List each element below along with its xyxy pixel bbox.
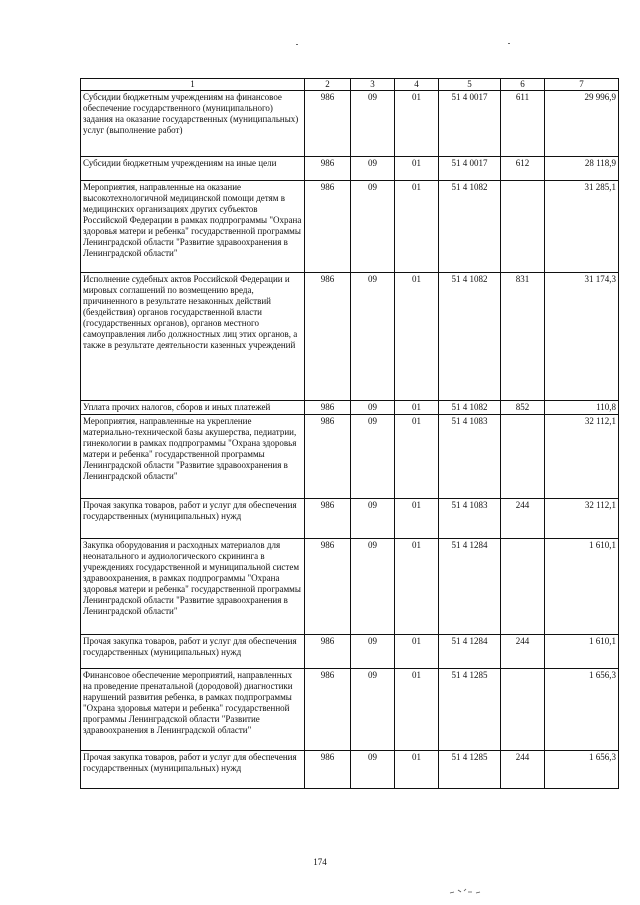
cell-target-article: 51 4 1285 — [439, 669, 501, 751]
row-name: Субсидии бюджетным учреждениям на иные цели — [81, 157, 305, 181]
scan-speck — [296, 44, 298, 45]
cell-subsection: 01 — [395, 539, 439, 635]
cell-target-article: 51 4 0017 — [439, 91, 501, 157]
cell-subsection: 01 — [395, 751, 439, 789]
cell-subsection: 01 — [395, 91, 439, 157]
cell-ministry-code: 986 — [305, 669, 351, 751]
row-name: Субсидии бюджетным учреждениям на финансовое обеспечение государственного (муниципального) задания на оказание государственных (муниципальных) услуг (выполнение работ) — [81, 91, 305, 157]
cell-expense-type — [501, 669, 545, 751]
column-header: 4 — [395, 79, 439, 91]
table-row — [81, 635, 619, 669]
table-row — [81, 273, 619, 401]
table-row — [81, 499, 619, 539]
cell-expense-type — [501, 539, 545, 635]
cell-section: 09 — [351, 401, 395, 415]
cell-section: 09 — [351, 751, 395, 789]
cell-target-article: 51 4 1082 — [439, 181, 501, 273]
handwritten-mark — [448, 886, 484, 896]
row-name: Закупка оборудования и расходных материалов для неонатального и аудиологического скрининга в учреждениях государственной и муниципальной систем здравоохранения, в рамках подпрограммы "Охрана здоровья матери и ребенка" государственной программы Ленинградской области "Развитие здравоохранения в Ленинградской области" — [81, 539, 305, 635]
cell-subsection: 01 — [395, 635, 439, 669]
row-name: Финансовое обеспечение мероприятий, направленных на проведение пренатальной (дородовой) диагностики нарушений развития ребенка, в рамках подпрограммы "Охрана здоровья матери и ребенка" государственной программы Ленинградской области "Развитие здравоохранения в Ленинградской области" — [81, 669, 305, 751]
cell-ministry-code: 986 — [305, 273, 351, 401]
cell-subsection: 01 — [395, 669, 439, 751]
cell-expense-type: 612 — [501, 157, 545, 181]
column-number-row — [81, 79, 619, 91]
cell-subsection: 01 — [395, 273, 439, 401]
row-name: Уплата прочих налогов, сборов и иных платежей — [81, 401, 305, 415]
table-row — [81, 181, 619, 273]
row-name: Прочая закупка товаров, работ и услуг для обеспечения государственных (муниципальных) нужд — [81, 635, 305, 669]
cell-subsection: 01 — [395, 415, 439, 499]
cell-target-article: 51 4 1083 — [439, 415, 501, 499]
cell-target-article: 51 4 1284 — [439, 635, 501, 669]
cell-amount: 32 112,1 — [545, 415, 619, 499]
cell-ministry-code: 986 — [305, 181, 351, 273]
cell-section: 09 — [351, 669, 395, 751]
table-row — [81, 91, 619, 157]
cell-expense-type — [501, 181, 545, 273]
cell-section: 09 — [351, 91, 395, 157]
cell-amount: 28 118,9 — [545, 157, 619, 181]
cell-subsection: 01 — [395, 499, 439, 539]
cell-ministry-code: 986 — [305, 91, 351, 157]
table-row — [81, 401, 619, 415]
cell-target-article: 51 4 1284 — [439, 539, 501, 635]
cell-amount: 110,8 — [545, 401, 619, 415]
scan-speck — [508, 43, 510, 44]
cell-ministry-code: 986 — [305, 751, 351, 789]
page-number: 174 — [313, 857, 327, 867]
cell-subsection: 01 — [395, 157, 439, 181]
cell-ministry-code: 986 — [305, 401, 351, 415]
column-header: 3 — [351, 79, 395, 91]
row-name: Мероприятия, направленные на оказание высокотехнологичной медицинской помощи детям в медицинских организациях других субъектов Российской Федерации в рамках подпрограммы "Охрана здоровья матери и ребенка" государственной программы Ленинградской области "Развитие здравоохранения в Ленинградской области" — [81, 181, 305, 273]
cell-ministry-code: 986 — [305, 499, 351, 539]
cell-section: 09 — [351, 499, 395, 539]
cell-target-article: 51 4 1285 — [439, 751, 501, 789]
cell-section: 09 — [351, 157, 395, 181]
cell-amount: 31 174,3 — [545, 273, 619, 401]
table-row — [81, 539, 619, 635]
cell-section: 09 — [351, 273, 395, 401]
cell-amount: 32 112,1 — [545, 499, 619, 539]
cell-section: 09 — [351, 181, 395, 273]
budget-table — [80, 78, 619, 789]
cell-expense-type: 244 — [501, 499, 545, 539]
cell-ministry-code: 986 — [305, 415, 351, 499]
cell-ministry-code: 986 — [305, 539, 351, 635]
cell-section: 09 — [351, 635, 395, 669]
table-row — [81, 669, 619, 751]
cell-expense-type: 244 — [501, 635, 545, 669]
cell-amount: 29 996,9 — [545, 91, 619, 157]
cell-ministry-code: 986 — [305, 157, 351, 181]
cell-target-article: 51 4 1082 — [439, 273, 501, 401]
cell-amount: 1 656,3 — [545, 669, 619, 751]
row-name: Прочая закупка товаров, работ и услуг для обеспечения государственных (муниципальных) нужд — [81, 499, 305, 539]
column-header: 5 — [439, 79, 501, 91]
cell-subsection: 01 — [395, 181, 439, 273]
cell-section: 09 — [351, 415, 395, 499]
cell-expense-type: 831 — [501, 273, 545, 401]
row-name: Прочая закупка товаров, работ и услуг для обеспечения государственных (муниципальных) нужд — [81, 751, 305, 789]
row-name: Исполнение судебных актов Российской Федерации и мировых соглашений по возмещению вреда, причиненного в результате незаконных действий (бездействия) органов государственной власти (государственных органов), органов местного самоуправления либо должностных лиц этих органов, а также в результате деятельности казенных учреждений — [81, 273, 305, 401]
column-header: 7 — [545, 79, 619, 91]
cell-ministry-code: 986 — [305, 635, 351, 669]
cell-amount: 1 610,1 — [545, 635, 619, 669]
column-header: 2 — [305, 79, 351, 91]
cell-target-article: 51 4 1082 — [439, 401, 501, 415]
cell-subsection: 01 — [395, 401, 439, 415]
cell-amount: 31 285,1 — [545, 181, 619, 273]
table-row — [81, 751, 619, 789]
cell-target-article: 51 4 1083 — [439, 499, 501, 539]
cell-amount: 1 610,1 — [545, 539, 619, 635]
table-row — [81, 415, 619, 499]
cell-expense-type: 244 — [501, 751, 545, 789]
cell-section: 09 — [351, 539, 395, 635]
column-header: 6 — [501, 79, 545, 91]
cell-amount: 1 656,3 — [545, 751, 619, 789]
cell-expense-type: 852 — [501, 401, 545, 415]
cell-target-article: 51 4 0017 — [439, 157, 501, 181]
cell-expense-type — [501, 415, 545, 499]
column-header: 1 — [81, 79, 305, 91]
row-name: Мероприятия, направленные на укрепление материально-технической базы акушерства, педиатрии, гинекологии в рамках подпрограммы "Охрана здоровья матери и ребенка" государственной программы Ленинградской области "Развитие здравоохранения в Ленинградской области" — [81, 415, 305, 499]
cell-expense-type: 611 — [501, 91, 545, 157]
table-row — [81, 157, 619, 181]
